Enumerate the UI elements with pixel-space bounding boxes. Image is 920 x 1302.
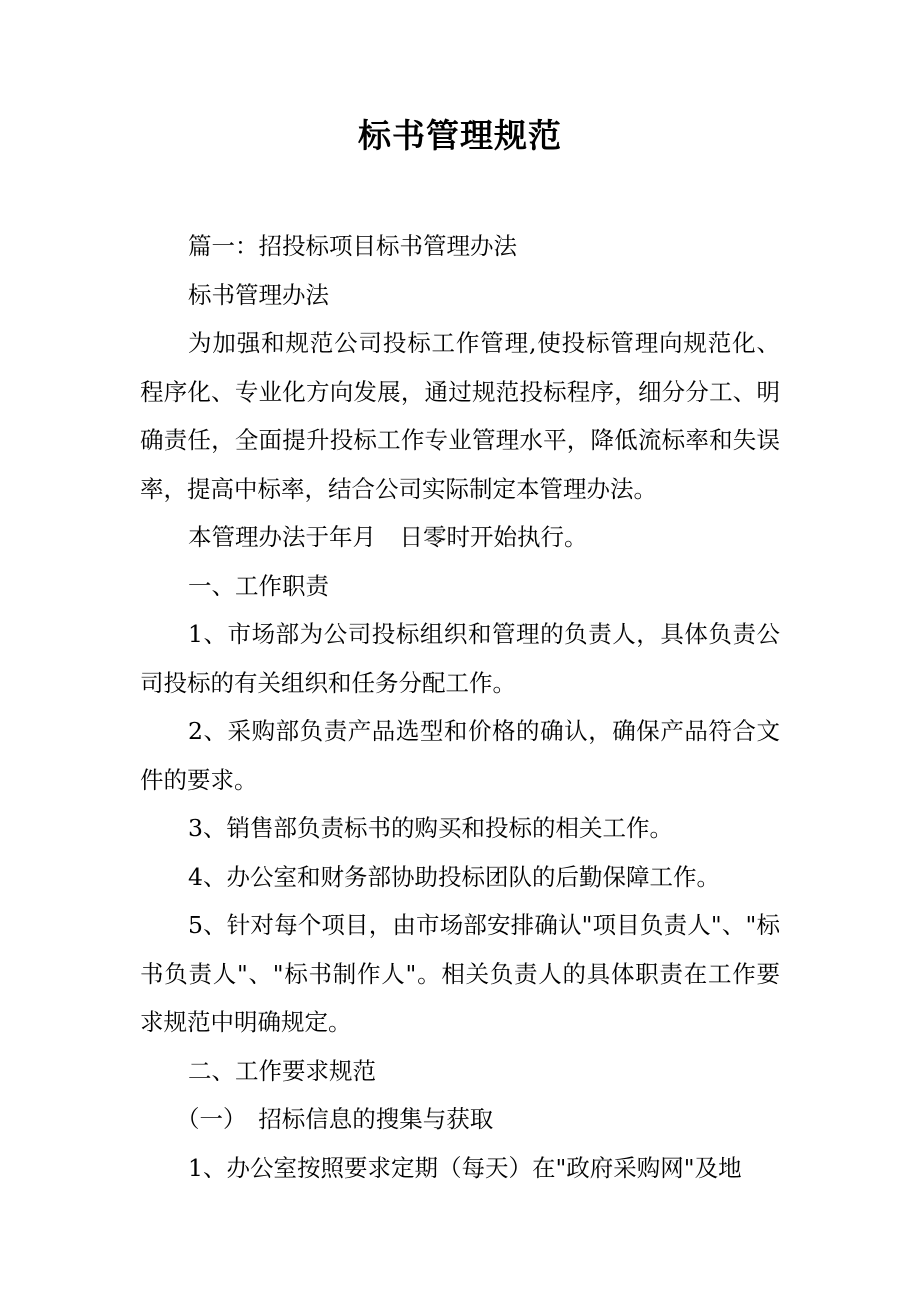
- heading-work-duties: 一、工作职责: [188, 571, 329, 600]
- subheading-info-collection: （一） 招标信息的搜集与获取: [176, 1105, 494, 1133]
- duty-item-5: 5、针对每个项目，由市场部安排确认"项目负责人"、"标书负责人"、"标书制作人"。相关负责人的具体职责在工作要求规范中明确规定。: [140, 911, 780, 1036]
- duty-item-4: 4、办公室和财务部协助投标团队的后勤保障工作。: [188, 862, 720, 891]
- document-title: 标书管理规范: [358, 116, 562, 155]
- duty-item-1: 1、市场部为公司投标组织和管理的负责人，具体负责公司投标的有关组织和任务分配工作。: [140, 620, 780, 697]
- requirement-item-1: 1、办公室按照要求定期（每天）在"政府采购网"及地: [188, 1153, 742, 1182]
- paragraph-purpose: 为加强和规范公司投标工作管理,使投标管理向规范化、程序化、专业化方向发展，通过规范投标程序，细分分工、明确责任，全面提升投标工作专业管理水平，降低流标率和失误率，提高中标率，结合公司实际制定本管理办法。: [140, 329, 780, 503]
- duty-item-2: 2、采购部负责产品选型和价格的确认，确保产品符合文件的要求。: [140, 717, 780, 794]
- section-title-chapter-one: 篇一：招投标项目标书管理办法: [188, 232, 517, 260]
- document-body: [140, 222, 780, 1192]
- paragraph-effective-date: 本管理办法于年月 日零时开始执行。: [188, 523, 588, 551]
- duty-item-3: 3、销售部负责标书的购买和投标的相关工作。: [188, 814, 673, 842]
- subtitle-management-measures: 标书管理办法: [188, 280, 329, 309]
- heading-work-requirements: 二、工作要求规范: [188, 1056, 376, 1085]
